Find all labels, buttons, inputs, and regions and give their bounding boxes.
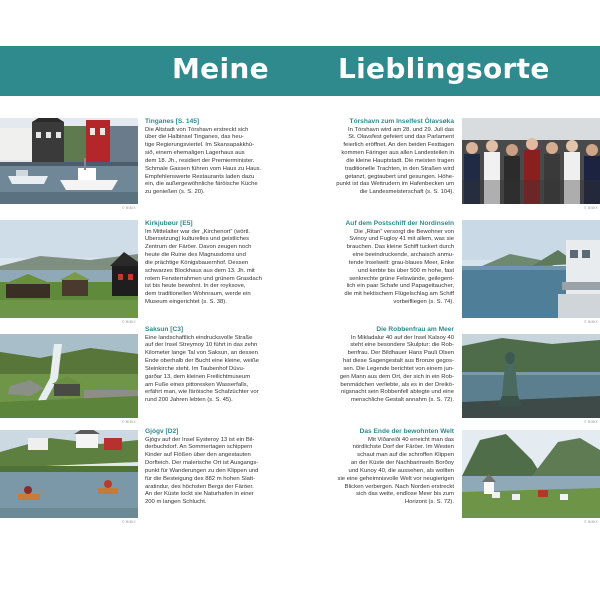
entry-line: sich das weite, endlose Meer bis zum — [356, 491, 454, 498]
entry-line: getanzt, gegtaubert und gesungen. Höhe- — [344, 173, 454, 180]
entry-line: brauchen. Das kleine Schiff tuckert durch — [346, 244, 454, 251]
entry-line: dem traditionellen Wohnraum, werde ein — [145, 291, 251, 298]
entry-title: Auf dem Postschiff der Nordinseln — [345, 220, 454, 227]
entry-kirkjubour — [145, 220, 263, 307]
entry-tinganes — [145, 118, 263, 197]
entry-line: An der Küste lockt sie Naturhafen in einer — [145, 491, 254, 498]
entry-line: eine beeindruckende, archaisch anmu- — [352, 252, 454, 259]
entry-line: für die Besteigung des 882 m hohen Slatt- — [145, 475, 256, 482]
entry-line: Eine landschaftlich eindrucksvolle Straße — [145, 334, 253, 341]
entry-line: tende Inselwelt: grau-blaues Meer, Enke — [348, 259, 454, 266]
photo-seal-woman-statue — [462, 334, 600, 418]
entry-line: In Mikladalur 40 auf der Insel Kalsoy 40 — [350, 334, 454, 341]
photo-credit: © BIBIX — [584, 520, 598, 524]
entry-line: feierlich eröffnet. An den beiden Festtagen — [343, 142, 454, 149]
photo-credit: © BIBIX — [122, 420, 136, 424]
entry-line: Die Altstadt von Tórshavn erstreckt sich — [145, 126, 249, 133]
entry-end-of-world — [336, 428, 454, 507]
entry-line: auf der Insel Streymoy 10 führt in das zehn — [145, 342, 258, 349]
entry-saksun — [145, 326, 263, 405]
entry-line: Blicken verbergen. Nach Norden erstreckt — [344, 483, 454, 490]
entry-title: Gjógv [D2] — [145, 428, 179, 435]
title-banner — [0, 46, 600, 96]
entry-line: In Tórshavn wird am 28. und 29. Juli das — [348, 126, 454, 133]
entry-line: Steinkirche steht. Im Taubenhof Dúvu- — [145, 365, 245, 372]
entry-seal-woman — [336, 326, 454, 405]
entry-line: schwarzes Blockhaus aus dem 13. Jh. mit — [145, 267, 255, 274]
entry-line: benmädchen verliebte, als es in der Dreikö- — [340, 381, 454, 388]
entry-line: senkrechte grüne Felswände, geilegent- — [349, 275, 454, 282]
entry-line: nördlichste Dorf der Färöer. Im Westen — [352, 444, 454, 451]
entry-line: steht eine besondere Skulptur: die Rob- — [350, 342, 454, 349]
entry-line: punkt ist das Wettrudern im Hafenbecken um — [336, 181, 454, 188]
entry-line: sie eine geheimnisvolle Welt vor neugierigen — [337, 475, 454, 482]
photo-olavsoka-crowd — [462, 118, 600, 204]
photo-tinganes-harbour — [0, 118, 138, 204]
photo-saksun-waterfall — [0, 334, 138, 418]
entry-line: dem 18. Jh., residiert der Premierminister. — [145, 157, 255, 164]
entry-line: Ende oberhalb der Bucht eine kleine, weiße — [145, 358, 259, 365]
entry-line: traditionelle Trachten, in den Straßen wird — [344, 165, 454, 172]
banner-word-left: Meine — [172, 52, 269, 85]
entry-line: Kinder auf Flößen über den angestauten — [145, 452, 251, 459]
entry-line: gen Mann aus dem Ort, der sich in ein Rob- — [339, 373, 454, 380]
entry-title: Saksun [C3] — [145, 326, 184, 333]
entry-line: schaut man auf die schroffen Klippen — [357, 452, 454, 459]
entry-line: erfährt man, wie färöische Schafzüchter vor — [145, 389, 259, 396]
entry-title: Tórshavn zum Inselfest Ólavsøka — [349, 118, 454, 125]
banner-word-right: Lieblingsorte — [338, 52, 550, 85]
entry-line: sið, einem ehemaligen Lagerhaus aus — [145, 150, 245, 157]
entry-title: Tinganes [S. 145] — [145, 118, 200, 125]
photo-gjogv-pond — [0, 430, 138, 518]
entry-line: Empfehlenswerte Restaurants laden dazu — [145, 173, 255, 180]
photo-credit: © BIBIX — [122, 320, 136, 324]
photo-vidareidi-cliffs — [462, 430, 600, 518]
entry-line: zu genießen (s. S. 20). — [145, 189, 205, 196]
entry-line: ein, die außergewöhnliche färöische Küche — [145, 181, 258, 188]
entry-line: Kilometer lange Tal von Saksun, an dessen — [145, 350, 258, 357]
entry-line: kommen Färinger aus allen Landesteilen in — [341, 150, 454, 157]
entry-line: über die Halbinsel Tinganes, das heu- — [145, 134, 244, 141]
entry-line: vorbeifliegen (s. S. 74). — [393, 299, 454, 306]
entry-title: Die Robbenfrau am Meer — [376, 326, 454, 333]
entry-line: und Kunoy 40, die aussehen, als wollten — [348, 467, 454, 474]
entry-line: Übersetzung) kulturelles und geistliches — [145, 236, 250, 243]
entry-line: an der Küste der Nachbarinseln Borðoy — [350, 460, 454, 467]
entry-line: tige Regierungsviertel. Im Skansapakkhú- — [145, 142, 255, 149]
entry-line: St. Olavsfest gefeiert und das Parlament — [348, 134, 454, 141]
photo-credit: © BIBIX — [584, 320, 598, 324]
entry-line: Zentrum der Färöer. Davon zeugen noch — [145, 244, 252, 251]
entry-postal-ship — [336, 220, 454, 307]
entry-line: Horizont (s. S. 72). — [404, 499, 454, 506]
entry-line: rotem Fensterrahmen und grünem Grasdach — [145, 275, 262, 282]
entry-line: Die „Ritan“ versorgt die Bewohner von — [354, 228, 454, 235]
photo-credit: © BIBIX — [584, 206, 598, 210]
entry-line: rund 200 Jahren lebten (s. S. 45). — [145, 397, 233, 404]
entry-line: aratindur, des höchsten Bergs der Färöer. — [145, 483, 254, 490]
entry-line: die prächtige Königsbauernhof. Dessen — [145, 259, 249, 266]
entry-line: Gjógv auf der Insel Eysteroy 13 ist ein Bil- — [145, 436, 255, 443]
entry-gjogv — [145, 428, 263, 507]
photo-credit: © BIBIX — [122, 206, 136, 210]
entry-line: ist bis heute bewohnt. In der royksove, — [145, 283, 246, 290]
entry-line: die Landesmeisterschaft (s. S. 104). — [359, 189, 454, 196]
entry-line: benfrau. Der Bildhauer Hans Pauli Olsen — [347, 350, 454, 357]
entry-line: garðar 13, dem kleinen Freilichtmuseum — [145, 373, 251, 380]
entry-line: nigsnacht sein Robbenfell abtegte und eine — [341, 389, 454, 396]
entry-line: Svinoy und Fugloy 41 mit allem, was sie — [349, 236, 454, 243]
entry-line: Schmale Gassen führen vom Haus zu Haus. — [145, 165, 262, 172]
entry-line: am Fuße eines pittoresken Wasserfalls, — [145, 381, 249, 388]
entry-line: Im Mittelalter war der „Kirchenort“ (wörtl. — [145, 228, 251, 235]
entry-line: 200 m langen Schlucht. — [145, 499, 207, 506]
entry-title: Kirkjubøur [E5] — [145, 220, 193, 227]
entry-line: Museum eingerichtet (s. S. 38). — [145, 299, 227, 306]
entry-line: Dorfteich. Der malerische Ort ist Ausgangs- — [145, 460, 259, 467]
entry-line: und kerbte bis über 500 m hohe, fast — [358, 267, 454, 274]
entry-title: Das Ende der bewohnten Welt — [359, 428, 454, 435]
entry-line: lich ein paar Schafe und Papageitaucher, — [346, 283, 454, 290]
entry-line: derbuchdorf. An Sommertagen schippern — [145, 444, 253, 451]
entry-line: sen. Die Legende berichtet von einem jun- — [343, 365, 454, 372]
photo-kirkjubour — [0, 220, 138, 318]
photo-credit: © BIBIX — [122, 520, 136, 524]
entry-line: punkt für Wanderungen zu den Klippen und — [145, 467, 259, 474]
photo-credit: © BIBIX — [584, 420, 598, 424]
entry-line: die mit hektischem Flügelschlag am Schiff — [344, 291, 454, 298]
entry-line: menschliche Gestalt annahm (s. S. 72). — [350, 397, 454, 404]
entry-line: die kleine Hauptstadt. Die meisten tragen — [346, 157, 454, 164]
entry-line: heute die Ruine des Magnusdoms und — [145, 252, 246, 259]
entry-olavsoka — [336, 118, 454, 197]
entry-line: Mit Viðareiði 40 erreicht man das — [367, 436, 454, 443]
photo-postal-ship — [462, 220, 600, 318]
entry-line: hat diese Sagengestalt aus Bronze gegos- — [342, 358, 454, 365]
